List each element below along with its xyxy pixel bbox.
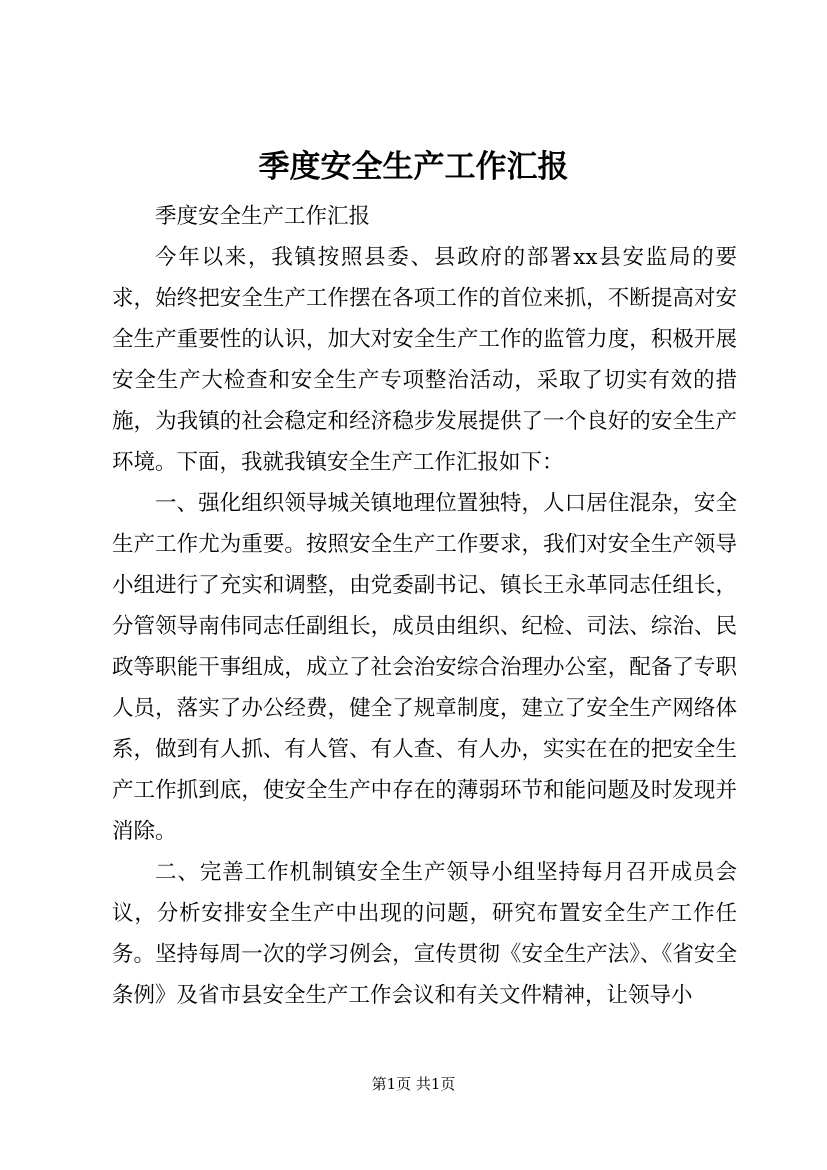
document-title: 季度安全生产工作汇报 — [258, 149, 569, 185]
paragraph-intro: 今年以来，我镇按照县委、县政府的部署xx县安监局的要求，始终把安全生产工作摆在各项工作的首位来抓，不断提高对安全生产重要性的认识，加大对安全生产工作的监管力度，积极开展安全生产大检查和安全生产专项整治活动，采取了切实有效的措施，为我镇的社会稳定和经济稳步发展提供了一个良好的安全生产环境。下面，我就我镇安全生产工作汇报如下： — [112, 245, 737, 475]
page-number-footer: 第1页 共1页 — [371, 1075, 456, 1093]
paragraph-section-2: 二、完善工作机制镇安全生产领导小组坚持每月召开成员会议，分析安排安全生产中出现的问题，研究布置安全生产工作任务。坚持每周一次的学习例会，宣传贯彻《安全生产法》、《省安全条例》及省市县安全生产工作会议和有关文件精神，让领导小 — [112, 860, 737, 1008]
document-body — [112, 196, 737, 1016]
paragraph-section-1: 一、强化组织领导城关镇地理位置独特，人口居住混杂，安全生产工作尤为重要。按照安全生产工作要求，我们对安全生产领导小组进行了充实和调整，由党委副书记、镇长王永革同志任组长，分管领导南伟同志任副组长，成员由组织、纪检、司法、综治、民政等职能干事组成，成立了社会治安综合治理办公室，配备了专职人员，落实了办公经费，健全了规章制度，建立了安全生产网络体系，做到有人抓、有人管、有人查、有人办，实实在在的把安全生产工作抓到底，使安全生产中存在的薄弱环节和能问题及时发现并消除。 — [112, 491, 737, 844]
paragraph-subtitle: 季度安全生产工作汇报 — [155, 204, 371, 229]
